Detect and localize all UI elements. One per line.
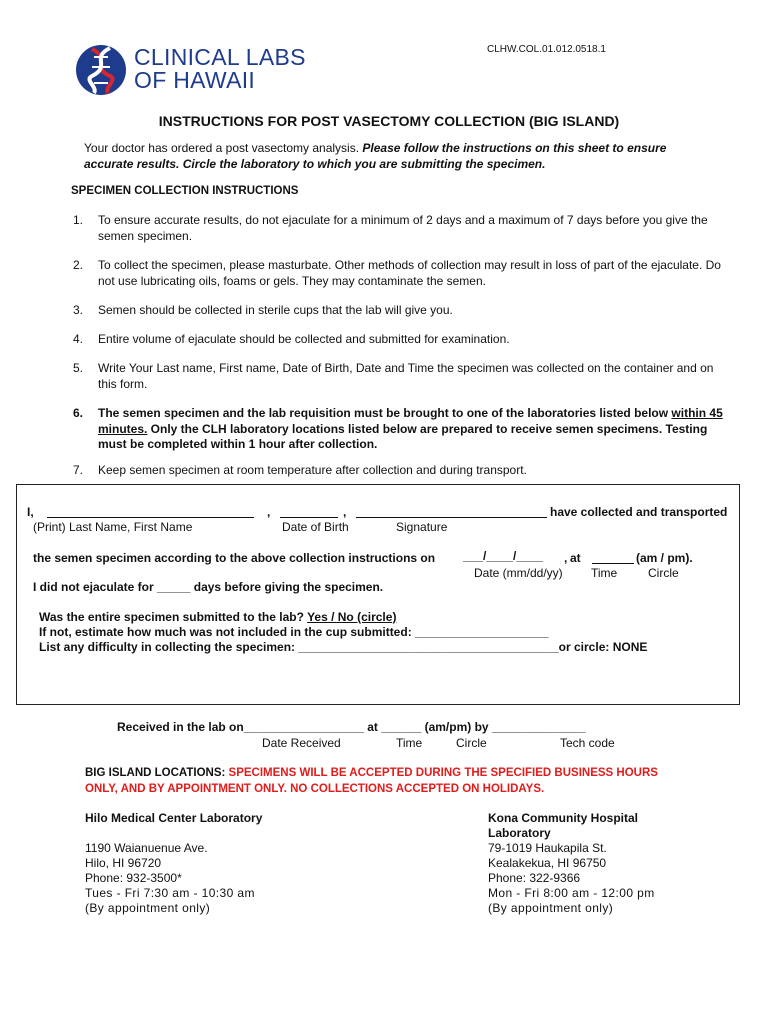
location-note: (By appointment only) <box>488 901 614 915</box>
instruction-text: Semen should be collected in sterile cups that the lab will give you. <box>98 303 453 317</box>
location-city: Kealakekua, HI 96750 <box>488 856 607 870</box>
print-name-label: (Print) Last Name, First Name <box>33 520 193 534</box>
location-address: 1190 Waianuenue Ave. <box>85 841 208 855</box>
instruction-text: To ensure accurate results, do not ejaculate for a minimum of 2 days and a maximum of 7 days before you give the semen specimen. <box>98 213 708 243</box>
instruction-number: 7. <box>73 463 84 477</box>
instruction-text: Write Your Last name, First name, Date of Birth, Date and Time the specimen was collected on the container and on this form. <box>98 361 714 391</box>
estimate-field[interactable]: ____________________ <box>415 625 549 639</box>
locations-notice <box>85 765 675 797</box>
instruction-text <box>98 406 723 453</box>
location-name: Kona Community Hospital Laboratory <box>488 811 639 840</box>
have-collected-text: have collected and transported <box>550 505 728 519</box>
logo-wordmark <box>134 46 306 92</box>
locations-label: BIG ISLAND LOCATIONS: <box>85 767 226 779</box>
instruction-deadline: within 45 minutes. <box>98 406 723 436</box>
instruction-text-part: The semen specimen and the lab requisition must be brought to one of the laboratories listed below <box>98 406 669 420</box>
instruction-text: Keep semen specimen at room temperature after collection and during transport. <box>98 463 527 477</box>
received-time-label: Time <box>396 736 423 750</box>
instruction-number: 5. <box>73 361 84 375</box>
received-at: at <box>367 720 378 734</box>
date-received-label: Date Received <box>262 736 341 750</box>
question-entire-specimen <box>39 610 396 624</box>
instruction-text: To collect the specimen, please masturbate. Other methods of collection may result in loss of part of the ejaculate. Do not use lubricating oils, foams or gels. They may contaminate the semen. <box>98 258 721 288</box>
question-estimate <box>39 625 549 639</box>
location-note: (By appointment only) <box>85 901 211 915</box>
received-date-field[interactable]: __________________ <box>243 720 364 734</box>
difficulty-field[interactable]: _______________________________________ <box>298 640 559 654</box>
received-ampm-by: (am/pm) by <box>424 720 489 734</box>
question-difficulty <box>39 640 647 654</box>
question-text: If not, estimate how much was not included in the cup submitted: <box>39 625 412 639</box>
section-title: SPECIMEN COLLECTION INSTRUCTIONS <box>71 185 299 197</box>
date-format-label: Date (mm/dd/yy) <box>474 566 563 580</box>
tech-code-label: Tech code <box>560 736 615 750</box>
question-text: List any difficulty in collecting the specimen: <box>39 640 296 654</box>
instruction-number: 4. <box>73 332 84 346</box>
location-hours: Mon - Fri 8:00 am - 12:00 pm <box>488 886 655 900</box>
collection-date-field[interactable]: ___/____/____ <box>463 549 544 563</box>
dob-label: Date of Birth <box>282 520 349 534</box>
locations-alert: SPECIMENS WILL BE ACCEPTED DURING THE SPECIFIED BUSINESS HOURS ONLY, AND BY APPOINTMENT ONLY. NO COLLECTIONS ACCEPTED ON HOLIDAYS. <box>85 767 658 795</box>
received-label: Received in the lab on <box>117 720 244 734</box>
received-line <box>117 720 585 734</box>
location-phone: Phone: 932-3500* <box>85 871 182 885</box>
logo-line-1: CLINICAL LABS <box>134 44 306 70</box>
page-title: INSTRUCTIONS FOR POST VASECTOMY COLLECTION (BIG ISLAND) <box>158 113 620 129</box>
location-hours: Tues - Fri 7:30 am - 10:30 am <box>85 886 255 900</box>
location-name: Hilo Medical Center Laboratory <box>85 811 263 825</box>
i-label: I, <box>27 505 34 519</box>
collection-time-field[interactable] <box>592 563 634 564</box>
document-code: CLHW.COL.01.012.0518.1 <box>487 44 606 55</box>
at-label: at <box>570 551 581 565</box>
location-kona[interactable] <box>488 811 678 916</box>
yes-no-options[interactable]: Yes / No (circle) <box>307 610 397 624</box>
instruction-number: 1. <box>73 213 84 227</box>
location-city: Hilo, HI 96720 <box>85 856 162 870</box>
question-text: Was the entire specimen submitted to the lab? <box>39 610 304 624</box>
circle-label: Circle <box>648 566 679 580</box>
signature-field[interactable] <box>356 517 547 518</box>
comma-separator: , <box>267 505 271 519</box>
collection-sentence: the semen specimen according to the above collection instructions on <box>33 551 436 565</box>
time-label: Time <box>591 566 618 580</box>
date-of-birth-field[interactable] <box>280 517 338 518</box>
received-circle-label: Circle <box>456 736 487 750</box>
none-option[interactable]: or circle: NONE <box>558 640 648 654</box>
days-field[interactable]: _____ <box>157 580 191 594</box>
intro-paragraph <box>84 141 704 172</box>
received-time-field[interactable]: ______ <box>381 720 422 734</box>
instruction-text-part: Only the CLH laboratory locations listed below are prepared to receive semen specimens. Testing must be completed within 1 hour after collection. <box>98 421 708 451</box>
signature-label: Signature <box>396 520 448 534</box>
no-ejaculate-line <box>33 580 383 594</box>
instruction-number: 3. <box>73 303 84 317</box>
print-name-field[interactable] <box>47 517 254 518</box>
intro-emphasis: Please follow the instructions on this sheet to ensure accurate results. Circle the laboratory to which you are submitting the specimen. <box>84 141 667 171</box>
location-hilo[interactable] <box>85 811 325 916</box>
tech-code-field[interactable]: ______________ <box>491 720 586 734</box>
intro-plain: Your doctor has ordered a post vasectomy analysis. <box>84 141 360 155</box>
location-address: 79-1019 Haukapila St. <box>488 841 607 855</box>
instruction-number: 2. <box>73 258 84 272</box>
ampm-text: (am / pm). <box>636 551 693 565</box>
location-phone: Phone: 322-9366 <box>488 871 581 885</box>
instruction-number: 6. <box>73 406 84 420</box>
no-ejaculate-prefix: I did not ejaculate for <box>33 580 154 594</box>
comma-separator: , <box>343 505 347 519</box>
no-ejaculate-suffix: days before giving the specimen. <box>193 580 384 594</box>
comma-separator: , <box>564 551 568 565</box>
logo-line-2: OF HAWAII <box>134 67 256 93</box>
instruction-text: Entire volume of ejaculate should be collected and submitted for examination. <box>98 332 510 346</box>
